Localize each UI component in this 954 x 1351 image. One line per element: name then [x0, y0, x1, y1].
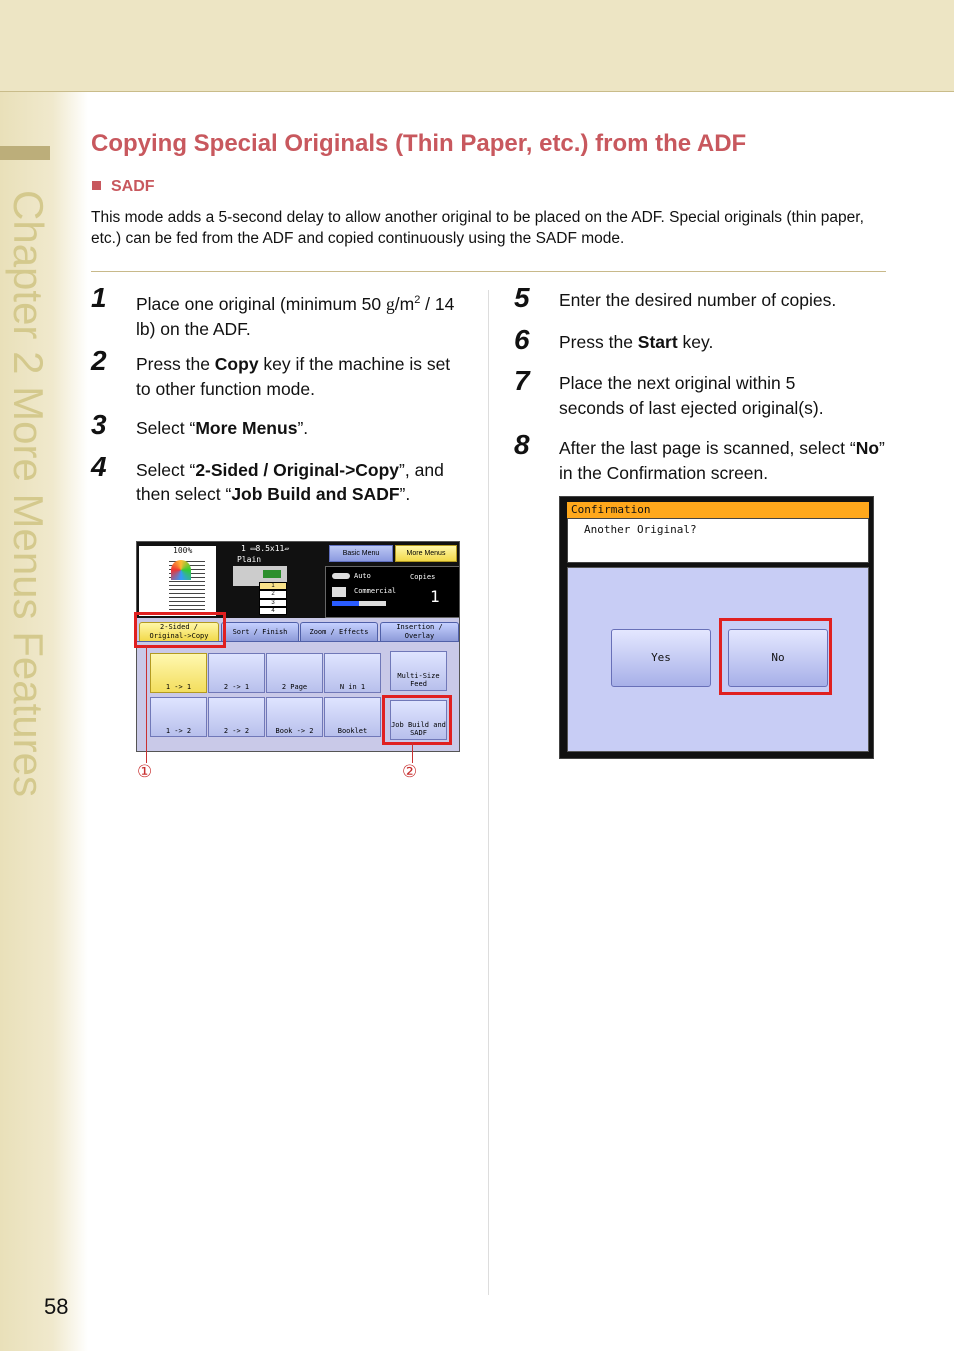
confirmation-message: Another Original? — [567, 518, 869, 563]
top-band — [0, 0, 954, 92]
copies-count: 1 — [430, 587, 440, 606]
step-number: 5 — [514, 282, 530, 313]
density-slider[interactable] — [332, 601, 386, 606]
step-number: 8 — [514, 429, 530, 460]
option-2-page[interactable]: 2 Page — [266, 653, 323, 693]
step-1-text: Place one original (minimum 50 $g/m^2 / 14$ lb) on the ADF. — [136, 293, 455, 339]
option-multi-size-feed[interactable]: Multi-Size Feed — [390, 651, 447, 691]
highlight-job-build-sadf — [382, 695, 452, 745]
callout-line-2 — [412, 742, 413, 763]
tab-insertion-overlay[interactable]: Insertion / Overlay — [380, 622, 459, 642]
page-copy-icon — [275, 703, 313, 717]
tab-sort-finish[interactable]: Sort / Finish — [221, 622, 299, 642]
option-2-1[interactable]: 2 -> 1 — [208, 653, 265, 693]
step-2-text: Press the Copy key if the machine is set to other function mode. — [136, 354, 451, 399]
tab-2-sided[interactable]: 2-Sided / Original->Copy — [139, 622, 219, 642]
text-photo-icon — [332, 587, 346, 597]
step-number: 4 — [91, 451, 107, 482]
page-copy-icon — [399, 657, 437, 671]
paper-size: 1 ▭8.5x11▱ — [241, 544, 290, 553]
step-3-text: Select “More Menus”. — [136, 418, 309, 438]
column-divider — [488, 290, 489, 1295]
intro-paragraph: This mode adds a 5-second delay to allow another original to be placed on the ADF. Special originals (thin paper, etc.) can be fed from the ADF and copied continuously using the SADF mode. — [91, 209, 864, 247]
step-number: 6 — [514, 324, 530, 355]
callout-1: ① — [137, 762, 153, 781]
paper-type: Plain — [237, 555, 262, 564]
original-preview: 100% — [139, 546, 216, 616]
highlight-2-sided-tab — [134, 612, 226, 648]
option-1-2[interactable]: 1 -> 2 — [150, 697, 207, 737]
confirmation-header: Confirmation — [567, 502, 869, 518]
tab-zoom-effects[interactable]: Zoom / Effects — [300, 622, 378, 642]
page-copy-icon — [333, 659, 371, 673]
arrow-left-icon — [263, 570, 281, 578]
page-copy-icon — [275, 659, 313, 673]
step-6-text: Press the Start key. — [559, 332, 714, 352]
bullet-square-icon — [92, 181, 101, 190]
step-number: 1 — [91, 282, 107, 313]
page-number: 58 — [44, 1294, 69, 1319]
page-copy-icon — [333, 703, 371, 717]
auto-icon — [332, 573, 350, 579]
step-4-text: Select “2-Sided / Original->Copy”, and then select “Job Build and SADF”. — [136, 460, 444, 504]
step-8-text: After the last page is scanned, select “No” in the Confirmation screen. — [559, 438, 885, 483]
option-1-1[interactable]: 1 -> 1 — [150, 653, 207, 693]
divider — [91, 271, 886, 272]
callout-line-1 — [146, 645, 147, 763]
no-button[interactable]: No — [728, 629, 828, 687]
page-copy-icon — [217, 703, 255, 717]
step-number: 2 — [91, 345, 107, 376]
step-number: 7 — [514, 365, 530, 396]
page-copy-icon — [159, 703, 197, 717]
page-title: Copying Special Originals (Thin Paper, etc.) from the ADF — [91, 130, 747, 157]
step-5-text: Enter the desired number of copies. — [559, 290, 837, 310]
option-job-build-sadf[interactable]: Job Build and SADF — [390, 700, 447, 740]
section-heading: SADF — [92, 178, 155, 196]
more-menus-button[interactable]: More Menus — [395, 545, 457, 562]
option-n-in-1[interactable]: N in 1 — [324, 653, 381, 693]
option-book-2[interactable]: Book -> 2 — [266, 697, 323, 737]
basic-menu-button[interactable]: Basic Menu — [329, 545, 393, 562]
chapter-label: Chapter 2 More Menus Features — [5, 190, 52, 797]
settings-display: Auto Copies Commercial 1 — [325, 566, 460, 618]
option-booklet[interactable]: Booklet — [324, 697, 381, 737]
tray-stack: 1 2 3 4 — [259, 582, 287, 615]
step-number: 3 — [91, 409, 107, 440]
chapter-tab-marker — [0, 146, 50, 160]
page-copy-icon — [217, 659, 255, 673]
option-2-2[interactable]: 2 -> 2 — [208, 697, 265, 737]
callout-2: ② — [402, 762, 418, 781]
page-copy-icon — [159, 659, 197, 673]
highlight-no-button — [719, 618, 832, 695]
yes-button[interactable]: Yes — [611, 629, 711, 687]
step-7-text: Place the next original within 5 seconds of last ejected original(s). — [559, 373, 824, 418]
status-panel — [137, 542, 459, 618]
rainbow-image-icon — [171, 560, 191, 580]
